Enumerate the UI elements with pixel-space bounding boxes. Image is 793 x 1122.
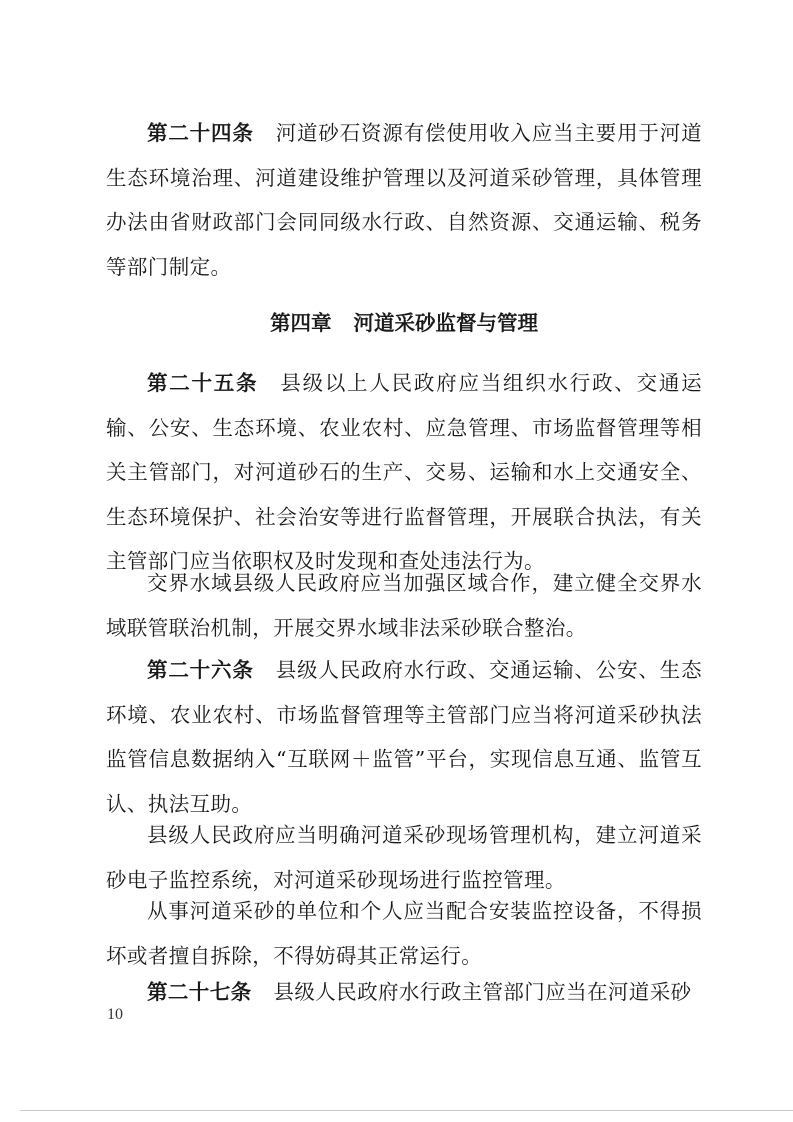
page-number: 10 (107, 1006, 123, 1023)
article-25 (106, 361, 702, 584)
article-number: 第二十七条 (147, 980, 252, 1004)
paragraph-text: 县级人民政府应当明确河道采砂现场管理机构，建立河道采砂电子监控系统，对河道采砂现场进行监控管理。 (106, 823, 702, 892)
article-number: 第二十六条 (147, 658, 254, 682)
article-number: 第二十五条 (147, 371, 259, 395)
paragraph-text: 从事河道采砂的单位和个人应当配合安装监控设备，不得损坏或者擅自拆除，不得妨碍其正常运行。 (106, 899, 702, 968)
article-text: 县级人民政府水行政、交通运输、公安、生态环境、农业农村、市场监督管理等主管部门应当将河道采砂执法监管信息数据纳入“互联网＋监管”平台，实现信息互通、监管互认、执法互助。 (106, 658, 702, 816)
paragraph (106, 889, 702, 978)
paragraph (106, 561, 702, 650)
article-27 (106, 970, 702, 1015)
chapter-heading (106, 301, 702, 345)
paragraph-text: 交界水域县级人民政府应当加强区域合作，建立健全交界水域联管联治机制，开展交界水域非法采砂联合整治。 (106, 571, 702, 640)
article-number: 第二十四条 (147, 121, 254, 145)
article-26 (106, 648, 702, 826)
article-text: 县级以上人民政府应当组织水行政、交通运输、公安、生态环境、农业农村、应急管理、市场监督管理等相关主管部门，对河道砂石的生产、交易、运输和水上交通安全、生态环境保护、社会治安等进行监督管理，开展联合执法，有关主管部门应当依职权及时发现和查处违法行为。 (106, 371, 702, 573)
article-text: 河道砂石资源有偿使用收入应当主要用于河道生态环境治理、河道建设维护管理以及河道采砂管理，具体管理办法由省财政部门会同同级水行政、自然资源、交通运输、税务等部门制定。 (106, 121, 702, 279)
chapter-number: 第四章 (270, 311, 332, 335)
page-bottom-edge (20, 1110, 793, 1111)
article-24 (106, 111, 702, 289)
chapter-title: 河道采砂监督与管理 (353, 311, 538, 335)
article-text: 县级人民政府水行政主管部门应当在河道采砂 (273, 980, 692, 1004)
